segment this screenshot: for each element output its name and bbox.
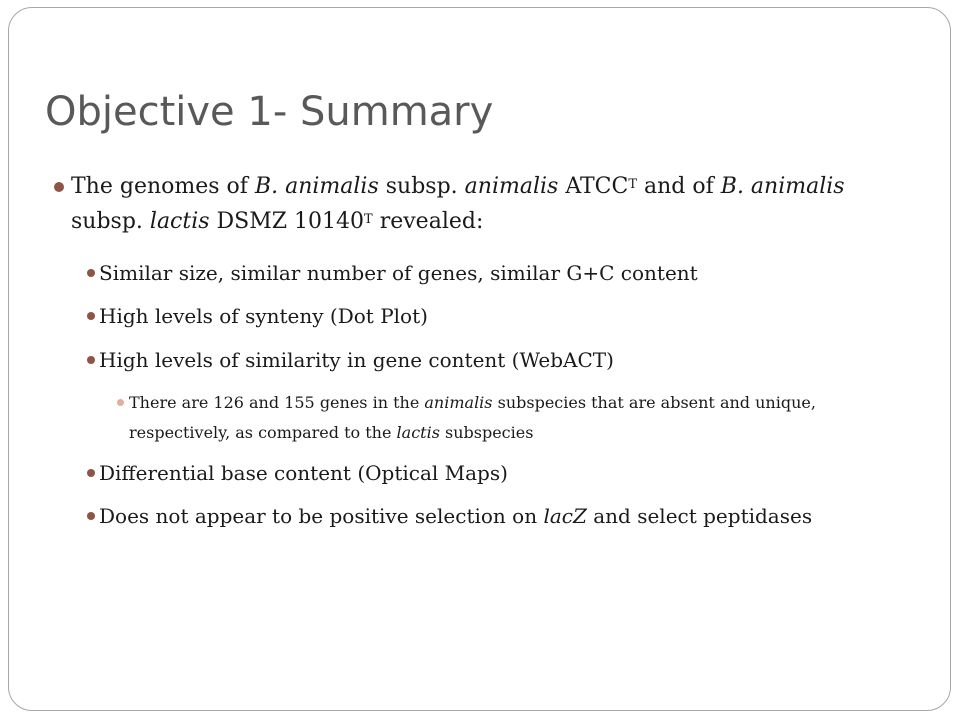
slide-frame — [8, 7, 951, 711]
bullet-dot — [87, 469, 95, 477]
sub-bullet-base-content: Differential base content (Optical Maps) — [99, 460, 508, 486]
bullet-dot — [87, 312, 95, 320]
sub-bullet-selection: Does not appear to be positive selection on lacZ and select peptidases — [99, 503, 812, 529]
bullet-dot — [54, 182, 64, 192]
sub-bullet-synteny: High levels of synteny (Dot Plot) — [99, 303, 428, 329]
bullet-dot — [117, 399, 124, 406]
bullet-dot — [87, 269, 95, 277]
detail-bullet-genes: There are 126 and 155 genes in the animalis subspecies that are absent and unique, respectively, as compared to the lactis subspecies — [129, 388, 909, 448]
bullet-dot — [87, 512, 95, 520]
bullet-dot — [87, 356, 95, 364]
sub-bullet-similar-size: Similar size, similar number of genes, similar G+C content — [99, 260, 698, 286]
slide-title: Objective 1- Summary — [45, 89, 494, 135]
sub-bullet-gene-content: High levels of similarity in gene content (WebACT) — [99, 347, 614, 373]
bullet-genomes: The genomes of B. animalis subsp. animalis $ATCC^T$ and of B. animalis subsp. lactis DSMZ $10140^T$ revealed: — [71, 169, 871, 239]
